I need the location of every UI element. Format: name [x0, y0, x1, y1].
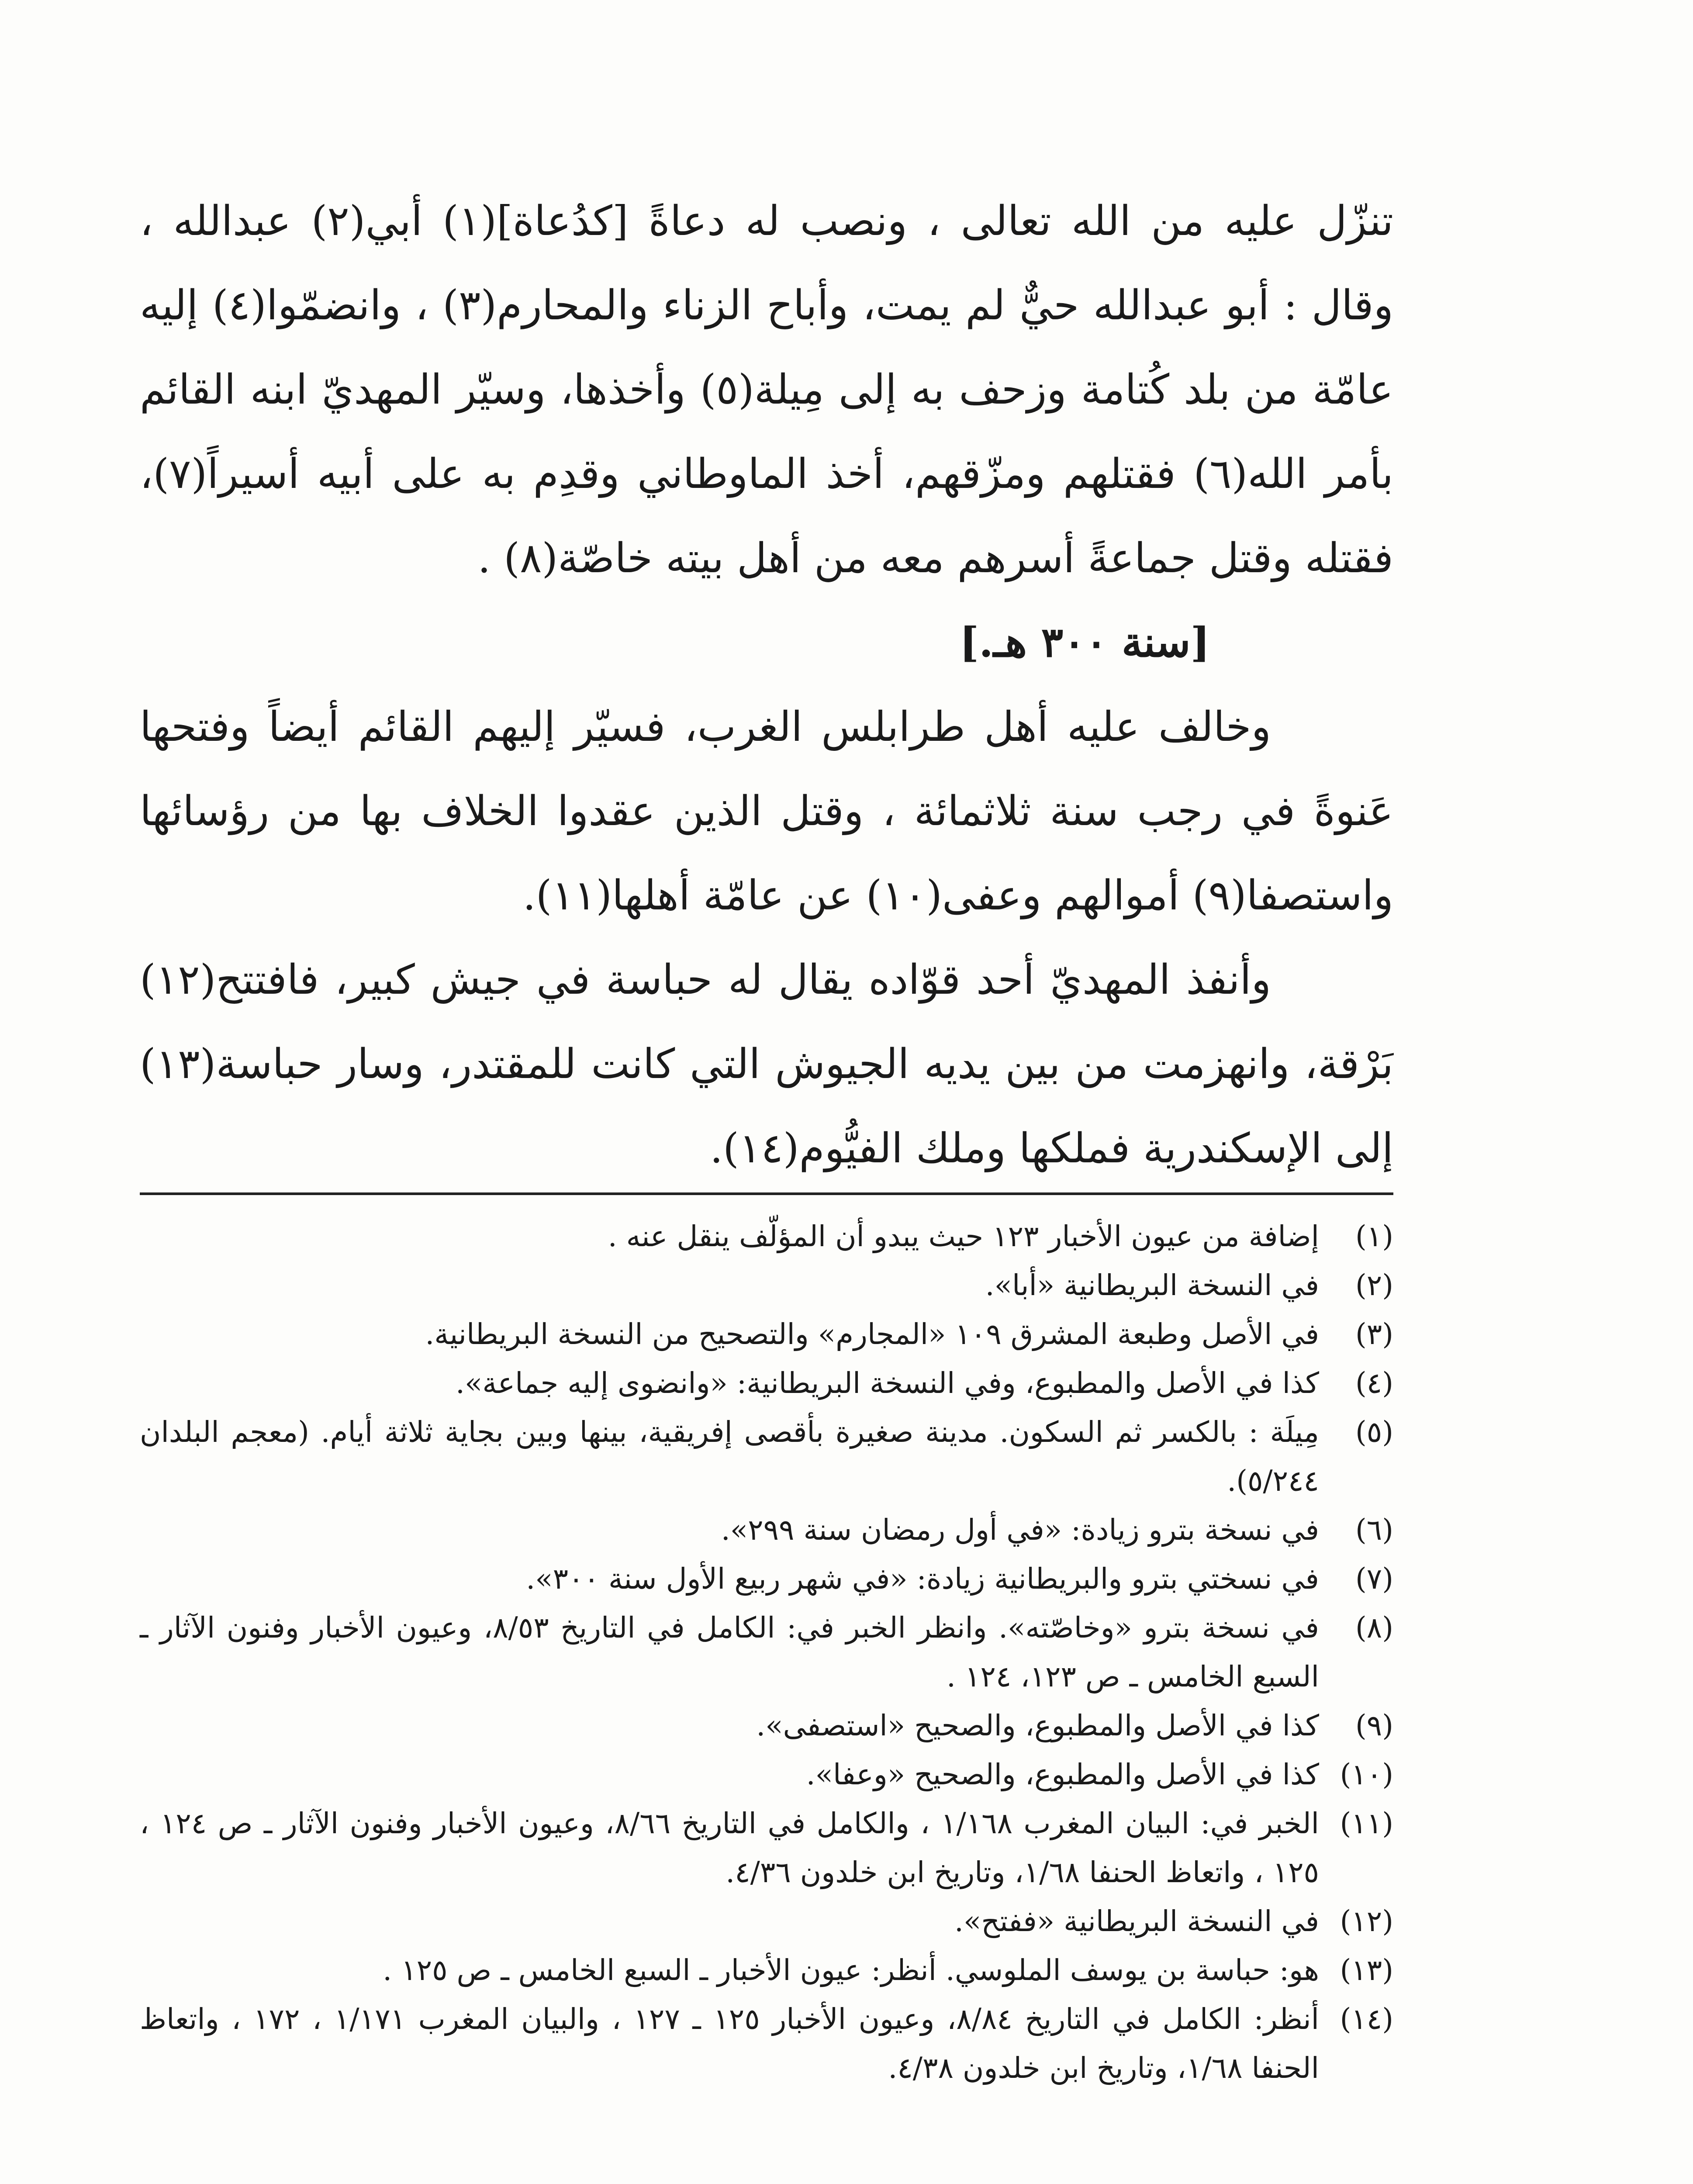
- footnote-6: [140, 1506, 1393, 1555]
- footnote-number: (١): [1355, 1220, 1393, 1253]
- footnote-text: كذا في الأصل والمطبوع، والصحيح «استصفى».: [756, 1709, 1319, 1742]
- footnote-text: في نسخة بترو «وخاصّته». وانظر الخبر في: الكامل في التاريخ ٨/٥٣، وعيون الأخبار وفنون الآثار ـ السبع الخامس ـ ص ١٢٣، ١٢٤ .: [140, 1611, 1319, 1693]
- footnote-number: (١٢): [1340, 1904, 1393, 1938]
- footnote-text: إضافة من عيون الأخبار ١٢٣ حيث يبدو أن المؤلّف ينقل عنه .: [608, 1220, 1319, 1253]
- footnote-10: [140, 1750, 1393, 1799]
- footnote-4: [140, 1359, 1393, 1408]
- footnote-number: (١٣): [1340, 1953, 1393, 1987]
- main-body-text: [140, 179, 1393, 1191]
- footnote-text: في النسخة البريطانية «ففتح».: [954, 1904, 1319, 1938]
- footnote-separator: [140, 1192, 1393, 1195]
- paragraph-3: وأنفذ المهديّ أحد قوّاده يقال له حباسة في جيش كبير، فافتتح(١٢) بَرْقة، وانهزمت من بين يديه الجيوش التي كانت للمقتدر، وسار حباسة(١٣) إلى الإسكندرية فملكها وملك الفيُّوم(١٤).: [140, 956, 1393, 1172]
- footnote-number: (٦): [1355, 1513, 1393, 1547]
- footnote-number: (١٤): [1340, 2002, 1393, 2036]
- footnote-14: [140, 1995, 1393, 2093]
- footnote-9: [140, 1701, 1393, 1750]
- footnote-text: هو: حباسة بن يوسف الملوسي. أنظر: عيون الأخبار ـ السبع الخامس ـ ص ١٢٥ .: [383, 1953, 1319, 1987]
- footnote-7: [140, 1555, 1393, 1603]
- footnote-number: (١٠): [1340, 1758, 1393, 1791]
- footnote-text: في النسخة البريطانية «أبا».: [985, 1268, 1319, 1302]
- footnote-5: [140, 1408, 1393, 1506]
- footnote-number: (٩): [1355, 1709, 1393, 1742]
- footnote-13: [140, 1946, 1393, 1995]
- footnote-number: (٥): [1355, 1415, 1393, 1449]
- paragraph-1: تنزّل عليه من الله تعالى ، ونصب له دعاةً [كدُعاة](١) أبي(٢) عبدالله ، وقال : أبو عبدالله حيٌّ لم يمت، وأباح الزناء والمحارم(٣) ، وانضمّوا(٤) إليه عامّة من بلد كُتامة وزحف به إلى مِيلة(٥) وأخذها، وسيّر المهديّ ابنه القائم بأمر الله(٦) فقتلهم ومزّقهم، أخذ الماوطاني وقدِم به على أبيه أسيراً(٧)، فقتله وقتل جماعةً أسرهم معه من أهل بيته خاصّة(٨) .: [140, 197, 1393, 582]
- footnote-number: (٤): [1355, 1366, 1393, 1400]
- footnote-text: كذا في الأصل والمطبوع، وفي النسخة البريطانية: «وانضوى إليه جماعة».: [456, 1366, 1319, 1400]
- footnote-number: (٣): [1355, 1317, 1393, 1351]
- footnote-1: [140, 1212, 1393, 1261]
- footnote-12: [140, 1897, 1393, 1946]
- footnote-number: (١١): [1340, 1807, 1393, 1840]
- footnote-text: أنظر: الكامل في التاريخ ٨/٨٤، وعيون الأخبار ١٢٥ ـ ١٢٧ ، والبيان المغرب ١/١٧١ ، ١٧٢ ، واتعاظ الحنفا ١/٦٨، وتاريخ ابن خلدون ٤/٣٨.: [140, 2002, 1319, 2085]
- footnote-2: [140, 1261, 1393, 1310]
- footnote-text: في الأصل وطبعة المشرق ١٠٩ «المجارم» والتصحيح من النسخة البريطانية.: [425, 1317, 1319, 1351]
- footnote-text: في نسخة بترو زيادة: «في أول رمضان سنة ٢٩٩».: [721, 1513, 1319, 1547]
- footnote-text: في نسختي بترو والبريطانية زيادة: «في شهر ربيع الأول سنة ٣٠٠».: [526, 1562, 1319, 1596]
- footnote-8: [140, 1603, 1393, 1701]
- footnotes-list: [140, 1212, 1393, 2093]
- paragraph-2: وخالف عليه أهل طرابلس الغرب، فسيّر إليهم القائم أيضاً وفتحها عَنوةً في رجب سنة ثلاثمائة ، وقتل الذين عقدوا الخلاف بها من رؤسائها واستصفا(٩) أموالهم وعفى(١٠) عن عامّة أهلها(١١).: [140, 703, 1393, 919]
- footnote-number: (٨): [1355, 1611, 1393, 1645]
- footnote-text: كذا في الأصل والمطبوع، والصحيح «وعفا».: [806, 1758, 1319, 1791]
- footnote-text: مِيلَة : بالكسر ثم السكون. مدينة صغيرة بأقصى إفريقية، بينها وبين بجاية ثلاثة أيام. (معجم البلدان ٥/٢٤٤).: [140, 1415, 1319, 1498]
- footnote-number: (٢): [1355, 1268, 1393, 1302]
- footnote-text: الخبر في: البيان المغرب ١/١٦٨ ، والكامل في التاريخ ٨/٦٦، وعيون الأخبار وفنون الآثار ـ ص ١٢٤ ، ١٢٥ ، واتعاظ الحنفا ١/٦٨، وتاريخ ابن خلدون ٤/٣٦.: [140, 1807, 1320, 1889]
- footnote-number: (٧): [1355, 1562, 1393, 1596]
- year-heading: [سنة ٣٠٠ هـ.]: [959, 619, 1210, 667]
- footnote-11: [140, 1799, 1393, 1897]
- footnote-3: [140, 1310, 1393, 1359]
